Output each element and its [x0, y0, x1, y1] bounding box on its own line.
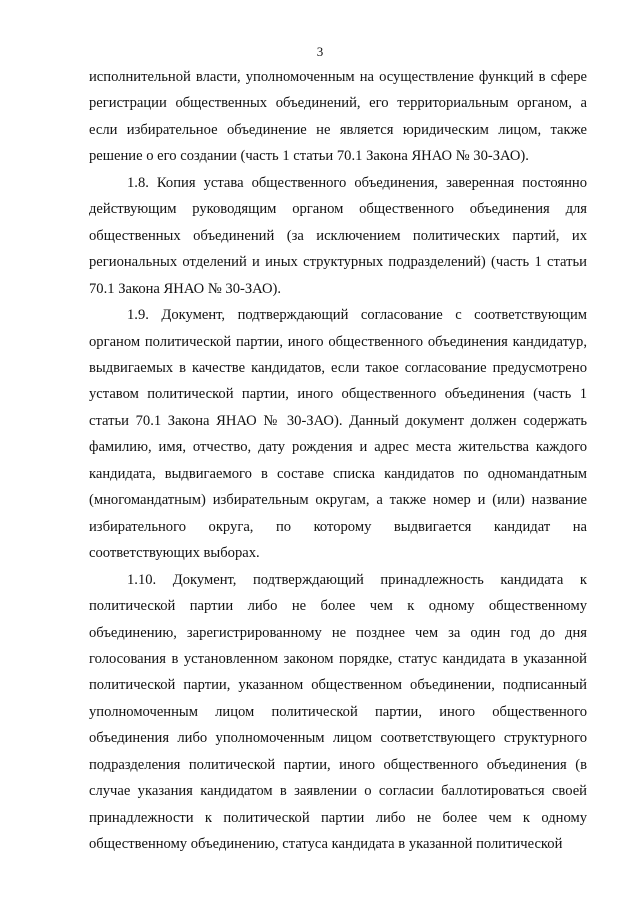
paragraph-item-1-9: 1.9. Документ, подтверждающий согласование с соответствующим органом политической партии, иного общественного объединения кандидатур, выдвигаемых в качестве кандидатов, если такое согласование предусмотрено уставом политической партии, иного общественного объединения (часть 1 статьи 70.1 Закона ЯНАО № 30-ЗАО). Данный документ должен содержать фамилию, имя, отчество, дату рождения и адрес места жительства каждого кандидата, выдвигаемого в составе списка кандидатов по одномандатным (многомандатным) избирательным округам, а также номер и (или) название избирательного округа, по которому выдвигается кандидат на соответствующих выборах. [89, 307, 587, 562]
page-number: 3 [316, 44, 324, 59]
document-body [89, 64, 587, 858]
paragraph-item-1-8: 1.8. Копия устава общественного объединения, заверенная постоянно действующим руководящим органом общественного объединения для общественных объединений (за исключением политических партий, их региональных отделений и иных структурных подразделений) (часть 1 статьи 70.1 Закона ЯНАО № 30-ЗАО). [89, 174, 587, 297]
paragraph-item-1-10: 1.10. Документ, подтверждающий принадлежность кандидата к политической партии либо не более чем к одному общественному объединению, зарегистрированному не позднее чем за один год до дня голосования в установленном законом порядке, статус кандидата в указанной политической партии, указанном общественном объединении, подписанный уполномоченным лицом политической партии, иного общественного объединения либо уполномоченным лицом соответствующего структурного подразделения политической партии, иного общественного объединения (в случае указания кандидатом в заявлении о согласии баллотироваться своей принадлежности к политической партии либо не более чем к одному общественному объединению, статуса кандидата в указанной политической [89, 571, 587, 853]
paragraph-continuation: исполнительной власти, уполномоченным на осуществление функций в сфере регистрации общественных объединений, его территориальным органом, а если избирательное объединение не является юридическим лицом, также решение о его создании (часть 1 статьи 70.1 Закона ЯНАО № 30-ЗАО). [89, 69, 587, 165]
